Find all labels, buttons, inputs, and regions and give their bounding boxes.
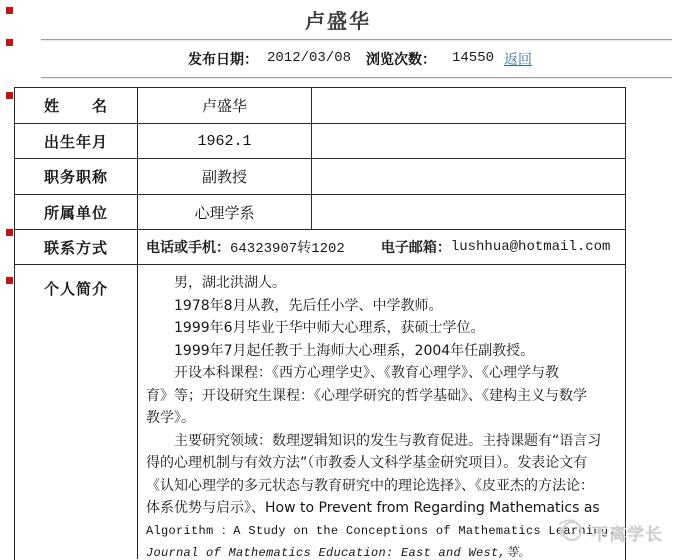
table-row-position — [15, 159, 625, 195]
profile-text-line: Journal of Mathematics Education: East and West,等。 — [146, 546, 531, 559]
header-divider — [41, 39, 672, 41]
row-value: 心理学系 — [138, 195, 312, 229]
empty-cell — [312, 88, 625, 123]
view-count-value: 14550 — [452, 50, 495, 66]
profile-text-line: 主要研究领域：数理逻辑知识的发生与教育促进。主持课题有“语言习 — [174, 432, 602, 449]
row-label: 所属单位 — [15, 195, 138, 229]
table-row-contact — [15, 230, 625, 265]
red-square-marker — [6, 277, 13, 284]
row-label: 职务职称 — [15, 159, 138, 194]
row-value: 1962.1 — [138, 124, 312, 158]
row-label: 个人简介 — [15, 265, 138, 559]
empty-cell — [312, 124, 625, 158]
meta-divider — [41, 77, 672, 79]
profile-table — [14, 87, 626, 560]
email-label: 电子邮箱： — [380, 240, 451, 256]
back-link[interactable]: 返回 — [504, 52, 532, 68]
publish-date-label: 发布日期： — [188, 52, 258, 68]
publish-date-value: 2012/03/08 — [267, 50, 352, 66]
profile-text-line: 体系优势与启示》、How to Prevent from Regarding Mathematics as — [146, 500, 600, 516]
profile-text-line: 1999年7月起任教于上海师大心理系，2004年任副教授。 — [174, 342, 535, 359]
table-row-birthdate — [15, 124, 625, 159]
email-value: lushhua@hotmail.com — [450, 239, 611, 255]
scribble-circle-icon — [556, 516, 586, 548]
phone-value: 64323907转1202 — [230, 241, 345, 257]
red-square-marker — [6, 39, 13, 46]
table-row-department — [15, 195, 625, 230]
watermark — [556, 516, 663, 548]
row-label: 姓 名 — [15, 88, 138, 123]
meta-bar — [0, 49, 676, 69]
row-value: 卢盛华 — [138, 88, 312, 123]
view-count-label: 浏览次数： — [366, 52, 436, 68]
red-square-marker — [6, 229, 13, 236]
row-value: 副教授 — [138, 159, 312, 194]
table-row-name — [15, 88, 625, 124]
profile-text-line: 1978年8月从教，先后任小学、中学教师。 — [174, 297, 443, 314]
contact-cell — [138, 230, 625, 264]
watermark-text: 不离学长 — [591, 524, 663, 545]
profile-text-line: 教学》。 — [146, 410, 195, 426]
profile-text-line: 得的心理机制与有效方法”（市教委人文科学基金研究项目）。发表论文有 — [146, 455, 588, 471]
row-label: 出生年月 — [15, 124, 138, 158]
profile-text-line: 1999年6月毕业于华中师大心理系，获硕士学位。 — [174, 320, 485, 336]
profile-text-line: Algorithm ：A Study on the Conceptions of Mathematics Learning. — [146, 523, 616, 538]
row-label: 联系方式 — [15, 230, 138, 264]
profile-text-line: 开设本科课程：《西方心理学史》、《教育心理学》、《心理学与教 — [174, 365, 559, 381]
empty-cell — [312, 159, 625, 194]
bio-text — [138, 265, 625, 559]
empty-cell — [312, 195, 625, 229]
profile-text-line: 男，湖北洪湖人。 — [174, 275, 286, 291]
profile-text-line: 育》等；开设研究生课程：《心理学研究的哲学基础》、《建构主义与数学 — [146, 387, 587, 404]
profile-text-line: 《认知心理学的多元状态与教育研究中的理论选择》、《皮亚杰的方法论： — [146, 477, 594, 494]
table-row-bio — [15, 265, 625, 559]
red-square-marker — [6, 92, 13, 99]
page-title: 卢盛华 — [305, 9, 371, 33]
phone-label: 电话或手机： — [146, 240, 230, 256]
